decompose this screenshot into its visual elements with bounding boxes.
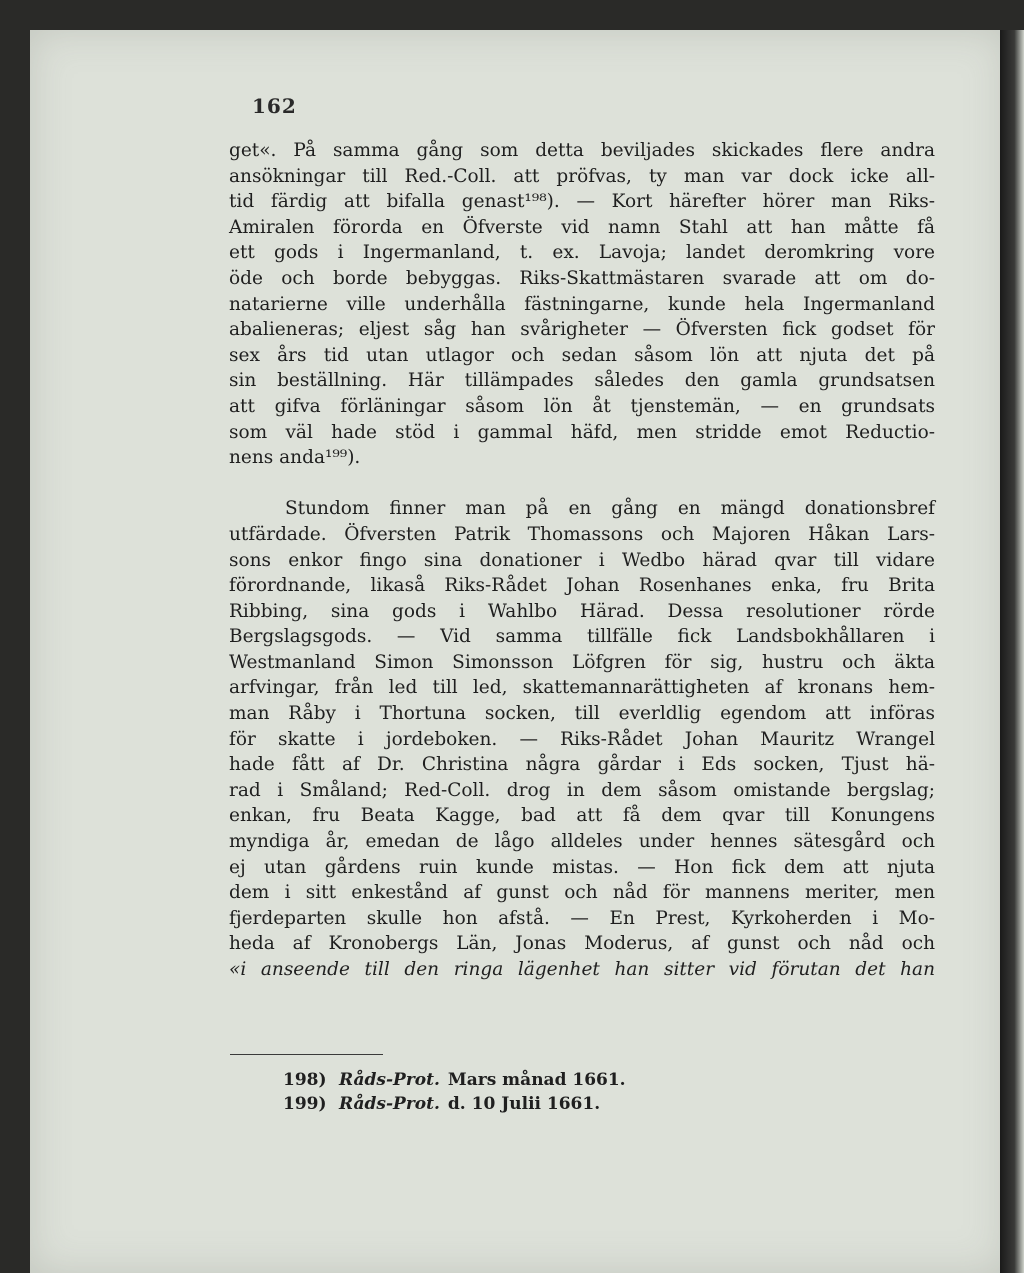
text-line: dem i sitt enkestånd af gunst och nåd för mannens meriter, men (229, 882, 935, 904)
paragraph-gap (229, 471, 935, 497)
text-line: heda af Kronobergs Län, Jonas Moderus, af gunst och nåd och (229, 933, 935, 955)
text-line: myndiga år, emedan de lågo alldeles under hennes sätesgård och (229, 831, 935, 853)
text-line: abalieneras; eljest såg han svårigheter — Öfversten fick godset för (229, 319, 935, 341)
text-line: sons enkor fingo sina donationer i Wedbo härad qvar till vidare (229, 549, 935, 571)
text-line: Ribbing, sina gods i Wahlbo Härad. Dessa resolutioner rörde (229, 600, 935, 622)
text-line: Bergslagsgods. — Vid samma tillfälle fick Landsbokhållaren i (229, 626, 935, 648)
footnotes (283, 1068, 626, 1116)
text-line: utfärdade. Öfversten Patrik Thomassons och Majoren Håkan Lars- (229, 523, 935, 545)
text-line: hade fått af Dr. Christina några gårdar i Eds socken, Tjust hä- (229, 754, 935, 776)
text-line: rad i Småland; Red-Coll. drog in dem såsom omistande bergslag; (229, 779, 935, 801)
footnote-text: d. 10 Julii 1661. (447, 1094, 601, 1114)
footnote-source: Råds-Prot. (339, 1094, 440, 1114)
text-line: ansökningar till Red.-Coll. att pröfvas, ty man var dock icke all- (229, 165, 935, 187)
text-line: arfvingar, från led till led, skattemannarättigheten af kronans hem- (229, 677, 935, 699)
footnote-source: Råds-Prot. (339, 1070, 440, 1090)
text-line: Amiralen förorda en Öfverste vid namn Stahl att han måtte få (229, 216, 935, 238)
text-line: sex års tid utan utlagor och sedan såsom lön att njuta det på (229, 344, 935, 366)
footnote (283, 1092, 626, 1116)
text-line: ej utan gårdens ruin kunde mistas. — Hon fick dem att njuta (229, 856, 935, 878)
text-line: natarierne ville underhålla fästningarne, kunde hela Ingermanland (229, 293, 935, 315)
text-line: som väl hade stöd i gammal häfd, men stridde emot Reductio- (229, 421, 935, 443)
text-line: Westmanland Simon Simonsson Löfgren för sig, hustru och äkta (229, 651, 935, 673)
footnote (283, 1068, 626, 1092)
footnote-divider (230, 1054, 383, 1055)
text-line: att gifva förläningar såsom lön åt tjenstemän, — en grundsats (229, 395, 935, 417)
text-line: man Råby i Thortuna socken, till everldlig egendom att införas (229, 703, 935, 725)
text-line: nens anda¹⁹⁹). (229, 447, 361, 469)
footnote-text: Mars månad 1661. (447, 1070, 626, 1090)
text-line: ett gods i Ingermanland, t. ex. Lavoja; landet deromkring vore (229, 242, 935, 264)
text-line: get«. På samma gång som detta beviljades skickades flere andra (229, 140, 935, 161)
page-number: 162 (252, 94, 297, 118)
text-line: fjerdeparten skulle hon afstå. — En Prest, Kyrkoherden i Mo- (229, 907, 935, 929)
text-line: öde och borde bebyggas. Riks-Skattmästaren svarade att om do- (229, 267, 935, 289)
text-line: för skatte i jordeboken. — Riks-Rådet Johan Mauritz Wrangel (229, 728, 935, 750)
text-line: enkan, fru Beata Kagge, bad att få dem qvar till Konungens (229, 805, 935, 827)
text-line: Stundom finner man på en gång en mängd donationsbref (285, 498, 935, 520)
text-line: «i anseende till den ringa lägenhet han sitter vid förutan det han (229, 959, 935, 980)
book-gutter (1000, 30, 1024, 1273)
text-line: sin beställning. Här tillämpades således den gamla grundsatsen (229, 370, 935, 392)
footnote-number: 198) (283, 1070, 327, 1090)
text-line: förordnande, likaså Riks-Rådet Johan Rosenhanes enka, fru Brita (229, 575, 935, 597)
text-line: tid färdig att bifalla genast¹⁹⁸). — Kort härefter hörer man Riks- (229, 191, 935, 213)
body-text (229, 138, 935, 983)
footnote-number: 199) (283, 1094, 327, 1114)
